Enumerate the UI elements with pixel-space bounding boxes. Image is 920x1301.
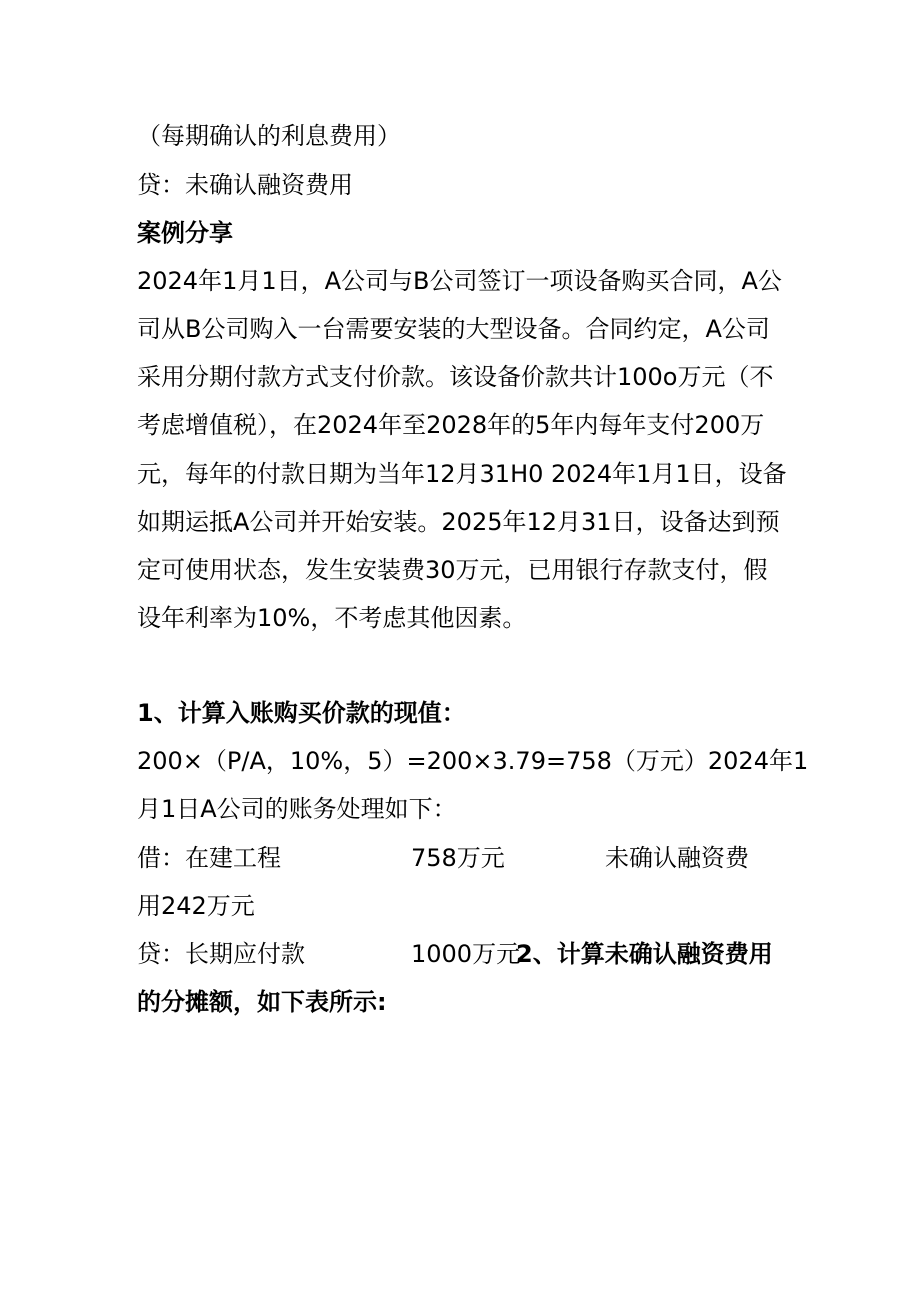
step-heading: 2、计算未确认融资费用: [516, 940, 773, 968]
paragraph-line: 考虑增值税），在2024年至2028年的5年内每年支付200万: [137, 411, 765, 439]
credit-amount: 1000万元: [411, 940, 521, 968]
paragraph-line: 设年利率为10%，不考虑其他因素。: [137, 604, 527, 632]
formula-line: 月1日A公司的账务处理如下：: [137, 795, 457, 823]
text-line: （每期确认的利息费用）: [137, 122, 401, 150]
paragraph-line: 2024年1月1日，A公司与B公司签订一项设备购买合同，A公: [137, 267, 782, 295]
journal-debit-continuation: 用242万元: [137, 892, 255, 920]
debit-account: 借：在建工程: [137, 844, 281, 872]
section-heading: 案例分享: [137, 219, 233, 247]
paragraph-line: 元，每年的付款日期为当年12月31H0 2024年1月1日，设备: [137, 460, 787, 488]
debit-amount: 758万元: [411, 844, 505, 872]
step-heading-continuation: 的分摊额，如下表所示:: [137, 988, 387, 1016]
paragraph-line: 如期运抵A公司并开始安装。2025年12月31日，设备达到预: [137, 508, 780, 536]
paragraph-line: 采用分期付款方式支付价款。该设备价款共计100o万元（不: [137, 363, 774, 391]
paragraph-line: 定可使用状态，发生安装费30万元，已用银行存款支付，假: [137, 556, 768, 584]
paragraph-line: 司从B公司购入一台需要安装的大型设备。合同约定，A公司: [137, 315, 770, 343]
second-debit-account: 未确认融资费: [605, 844, 749, 872]
step-heading: 1、计算入账购买价款的现值：: [137, 699, 466, 727]
formula-line: 200×（P/A，10%，5）=200×3.79=758（万元）2024年1: [137, 747, 809, 775]
credit-account: 贷：长期应付款: [137, 940, 305, 968]
text-line: 贷：未确认融资费用: [137, 171, 353, 199]
